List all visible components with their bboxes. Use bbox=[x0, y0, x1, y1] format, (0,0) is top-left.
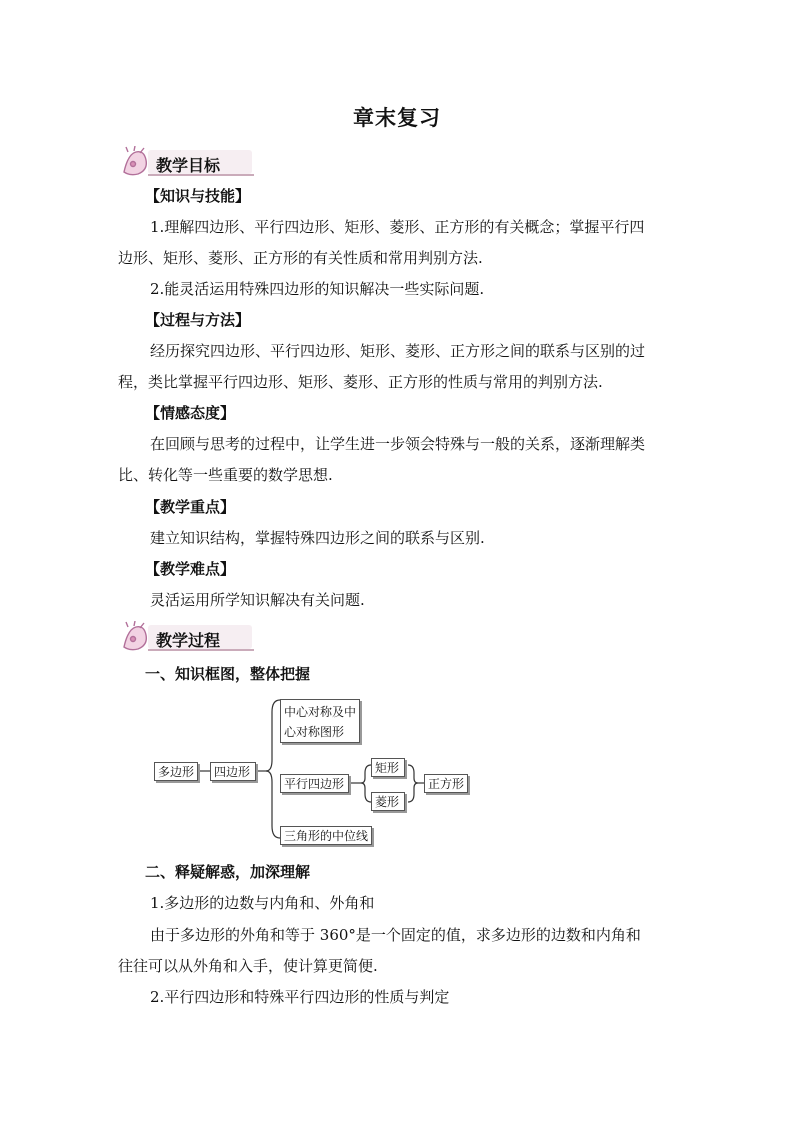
box-label: 多边形 bbox=[158, 765, 195, 779]
paragraph-line: 2.能灵活运用特殊四边形的知识解决一些实际问题. bbox=[150, 280, 485, 298]
box-label-line: 心对称图形 bbox=[284, 725, 345, 739]
paragraph-line: 由于多边形的外角和等于 360°是一个固定的值，求多边形的边数和内角和 bbox=[150, 926, 641, 944]
box-label: 菱形 bbox=[375, 795, 400, 809]
heading-knowledge-frame: 一、知识框图，整体把握 bbox=[145, 665, 311, 683]
section-title-goals: 教学目标 bbox=[156, 156, 221, 175]
paragraph-line: 程，类比掌握平行四边形、矩形、菱形、正方形的性质与常用的判别方法. bbox=[118, 373, 603, 391]
box-label: 四边形 bbox=[214, 765, 251, 779]
box-square bbox=[424, 774, 468, 793]
box-label: 三角形的中位线 bbox=[284, 829, 369, 843]
paragraph-line: 1.多边形的边数与内角和、外角和 bbox=[150, 894, 375, 912]
paragraph-line: 1.理解四边形、平行四边形、矩形、菱形、正方形的有关概念；掌握平行四 bbox=[150, 218, 645, 236]
paragraph-line: 往往可以从外角和入手，使计算更简便. bbox=[118, 957, 378, 975]
box-label: 平行四边形 bbox=[284, 777, 345, 791]
paragraph-line: 边形、矩形、菱形、正方形的有关性质和常用判别方法. bbox=[118, 249, 483, 267]
paragraph-line: 2.平行四边形和特殊平行四边形的性质与判定 bbox=[150, 988, 450, 1006]
section-title-process: 教学过程 bbox=[156, 631, 221, 650]
box-quadrilateral bbox=[210, 762, 256, 781]
box-rhombus bbox=[371, 792, 405, 811]
box-label-line: 中心对称及中 bbox=[284, 705, 357, 719]
heading-attitude: 【情感态度】 bbox=[145, 404, 236, 422]
heading-process-method: 【过程与方法】 bbox=[145, 311, 251, 329]
paragraph-line: 经历探究四边形、平行四边形、矩形、菱形、正方形之间的联系与区别的过 bbox=[150, 342, 646, 360]
box-label: 矩形 bbox=[375, 761, 400, 775]
box-rectangle bbox=[371, 758, 405, 777]
box-parallelogram bbox=[280, 774, 349, 793]
page-title: 章末复习 bbox=[353, 106, 441, 130]
paragraph-line: 在回顾与思考的过程中，让学生进一步领会特殊与一般的关系，逐渐理解类 bbox=[150, 435, 646, 453]
heading-difficulties: 【教学难点】 bbox=[145, 560, 236, 578]
heading-knowledge: 【知识与技能】 bbox=[145, 187, 251, 205]
paragraph-line: 比、转化等一些重要的数学思想. bbox=[118, 466, 333, 484]
heading-clarify: 二、释疑解惑，加深理解 bbox=[145, 863, 311, 881]
paragraph-line: 灵活运用所学知识解决有关问题. bbox=[150, 591, 365, 609]
box-label: 正方形 bbox=[428, 777, 465, 791]
paragraph-line: 建立知识结构，掌握特殊四边形之间的联系与区别. bbox=[150, 529, 485, 547]
box-central-symmetry bbox=[280, 699, 360, 743]
box-polygon bbox=[154, 762, 198, 781]
box-triangle-midline bbox=[280, 826, 372, 845]
heading-key-points: 【教学重点】 bbox=[145, 498, 236, 516]
